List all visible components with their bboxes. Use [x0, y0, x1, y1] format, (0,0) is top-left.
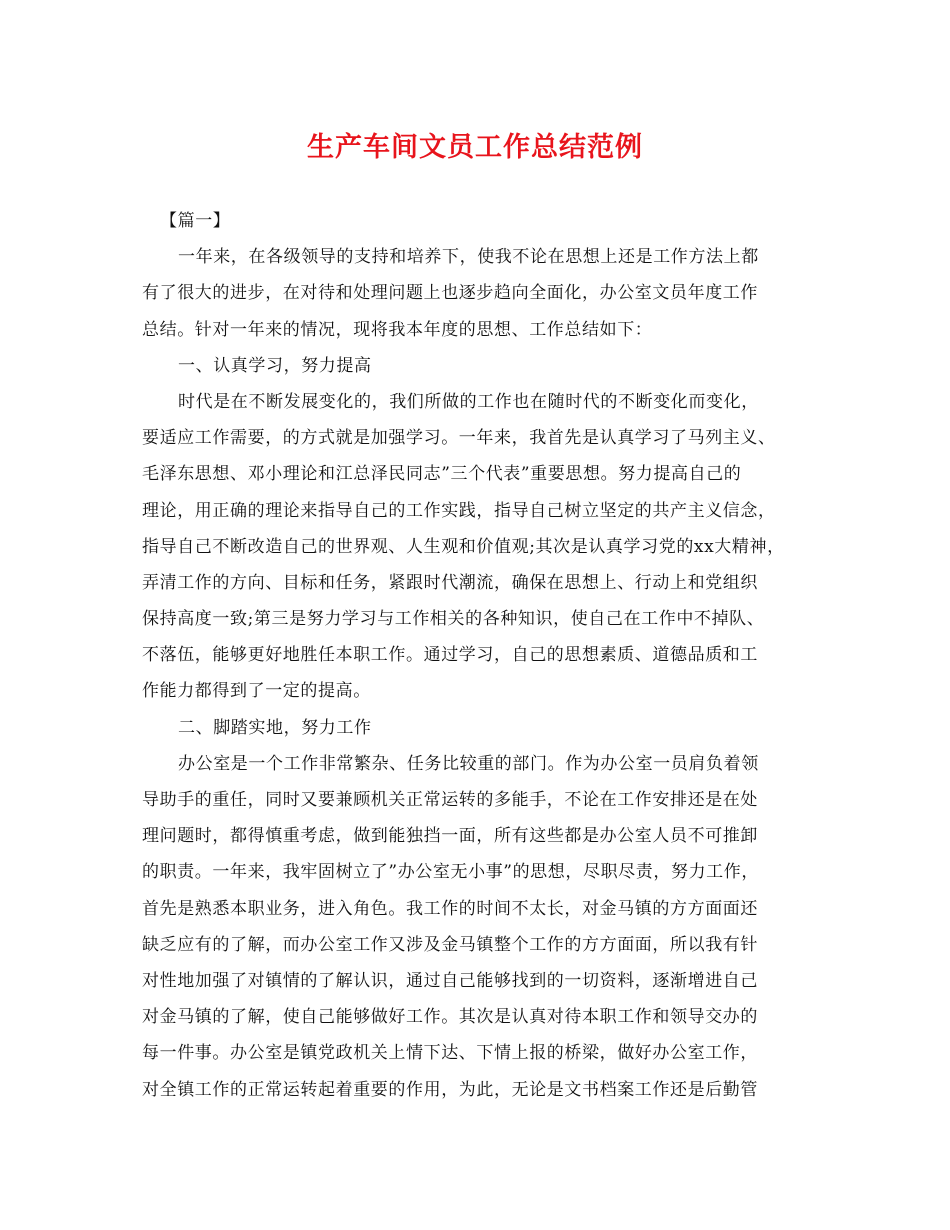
text-line: 导助手的重任，同时又要兼顾机关正常运转的多能手，不论在工作安排还是在处: [142, 790, 758, 810]
text-line: 对金马镇的了解，使自己能够做好工作。其次是认真对待本职工作和领导交办的: [142, 1007, 758, 1028]
text-line: 指导自己不断改造自己的世界观、人生观和价值观;其次是认真学习党的xx大精神，: [142, 536, 785, 557]
text-line: 的职责。一年来，我牢固树立了”办公室无小事”的思想，尽职尽责，努力工作，: [142, 862, 759, 883]
document-title: 生产车间文员工作总结范例: [307, 132, 643, 163]
text-line: 首先是熟悉本职业务，进入角色。我工作的时间不太长，对金马镇的方方面面还: [142, 898, 758, 919]
text-line: 办公室是一个工作非常繁杂、任务比较重的部门。作为办公室一员肩负着领: [178, 753, 759, 774]
document-body: [142, 203, 842, 1108]
text-line: 缺乏应有的了解，而办公室工作又涉及金马镇整个工作的方方面面，所以我有针: [142, 934, 758, 955]
text-line: 每一件事。办公室是镇党政机关上情下达、下情上报的桥梁，做好办公室工作，: [142, 1043, 758, 1064]
text-line: 时代是在不断发展变化的，我们所做的工作也在随时代的不断变化而变化，: [178, 391, 759, 412]
text-line: 总结。针对一年来的情况，现将我本年度的思想、工作总结如下：: [142, 319, 653, 340]
text-line: 二、脚踏实地，努力工作: [178, 717, 372, 738]
text-line: 要适应工作需要，的方式就是加强学习。一年来，我首先是认真学习了马列主义、: [142, 428, 776, 449]
text-line: 对性地加强了对镇情的了解认识，通过自己能够找到的一切资料，逐渐增进自己: [142, 970, 758, 991]
text-line: 一年来，在各级领导的支持和培养下，使我不论在思想上还是工作方法上都: [178, 247, 759, 268]
text-line: 有了很大的进步，在对待和处理问题上也逐步趋向全面化，办公室文员年度工作: [142, 283, 758, 304]
text-line: 对全镇工作的正常运转起着重要的作用，为此，无论是文书档案工作还是后勤管: [142, 1079, 758, 1100]
text-line: 作能力都得到了一定的提高。: [142, 681, 371, 702]
section-label: 【篇一】: [160, 211, 231, 231]
text-line: 不落伍，能够更好地胜任本职工作。通过学习，自己的思想素质、道德品质和工: [142, 645, 758, 666]
text-line: 毛泽东思想、邓小理论和江总泽民同志”三个代表”重要思想。努力提高自己的: [142, 464, 742, 485]
text-line: 理论，用正确的理论来指导自己的工作实践，指导自己树立坚定的共产主义信念，: [142, 500, 776, 521]
text-line: 理问题时，都得慎重考虑，做到能独挡一面，所有这些都是办公室人员不可推卸: [142, 826, 758, 847]
text-line: 弄清工作的方向、目标和任务，紧跟时代潮流，确保在思想上、行动上和党组织: [142, 572, 758, 593]
text-line: 保持高度一致;第三是努力学习与工作相关的各种知识，使自己在工作中不掉队、: [142, 609, 765, 630]
text-line: 一、认真学习，努力提高: [178, 355, 372, 376]
